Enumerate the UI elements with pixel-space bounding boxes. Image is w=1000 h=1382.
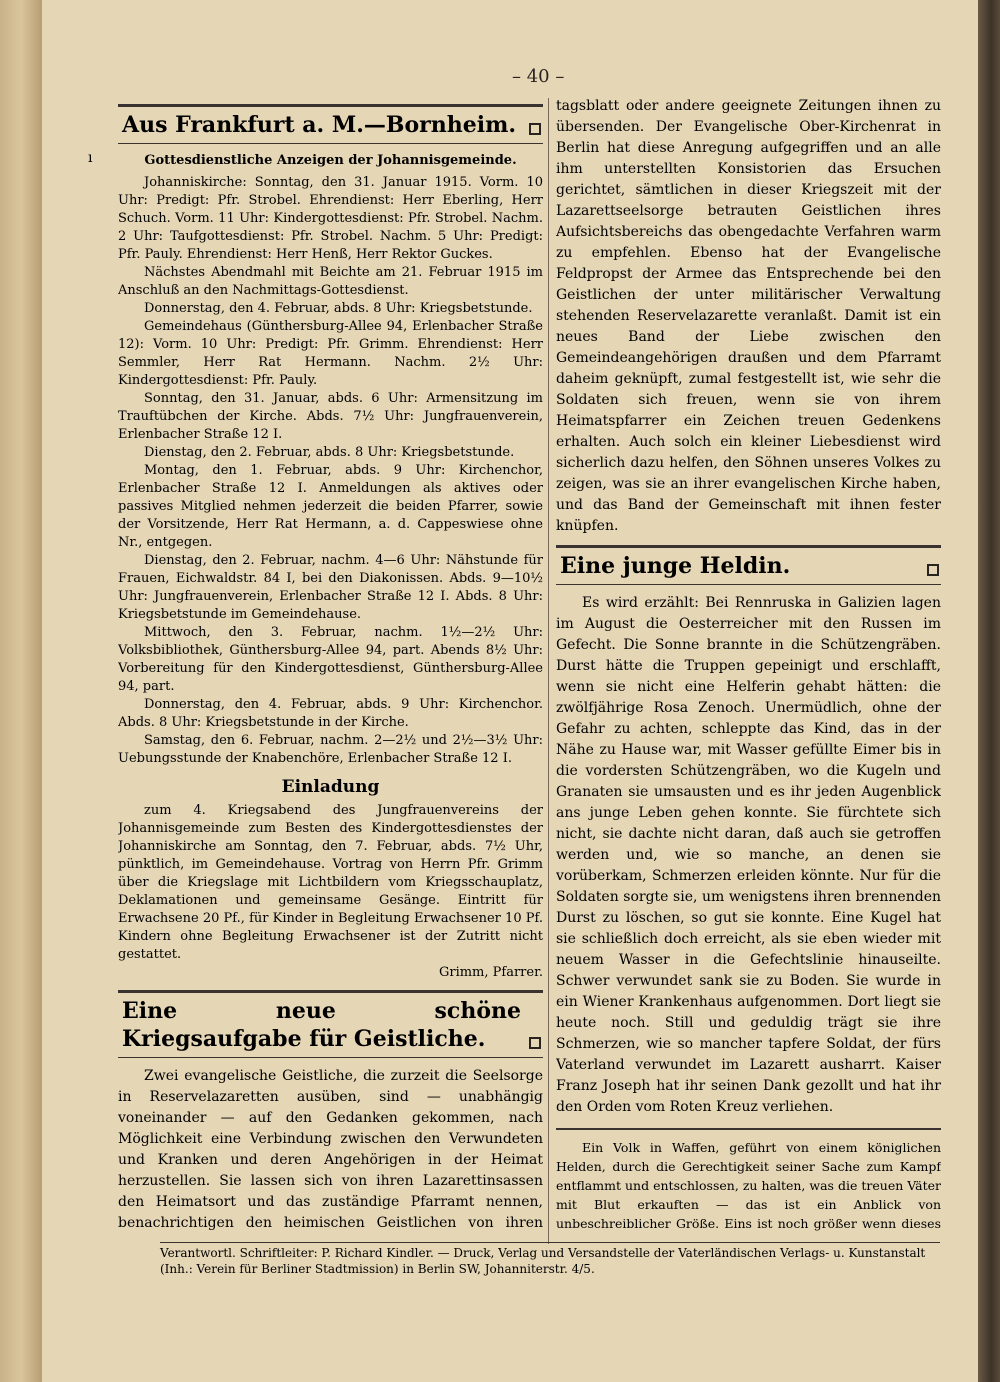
notice-paragraph: Mittwoch, den 3. Februar, nachm. 1½—2½ Uhr: Volksbibliothek, Günthersburg-Allee 94, part. Abends 8½ Uhr: Vorbereitung für den Kindergottesdienst, Günthersburg-Allee 94, part. [118, 625, 543, 694]
imprint-footer: Verantwortl. Schriftleiter: P. Richard Kindler. — Druck, Verlag und Versandstelle der Vaterländischen Verlags- u. Kunstanstalt (Inh.: Verein für Berliner Stadtmission) in Berlin SW, Johanniterstr. 4/5. [160, 1242, 940, 1277]
einladung-text: zum 4. Kriegsabend des Jungfrauenvereins der Johannisgemeinde zum Besten des Kindergottesdienstes der Johanniskirche am Sonntag, den 7. Februar, abds. 7½ Uhr, pünktlich, im Gemeindehause. Vortrag von Herrn Pfr. Grimm über die Kriegslage mit Lichtbildern vom Kriegsschauplatz, Deklamationen und gemeinsame Gesänge. Eintritt für Erwachsene 20 Pf., für Kinder in Begleitung Erwachsener 10 Pf. Kindern ohne Begleitung Erwachsener ist der Zutritt nicht gestattet. [118, 803, 543, 962]
left-column [118, 96, 543, 1236]
einladung-heading: Einladung [281, 777, 380, 797]
section-subtitle: Gottesdienstliche Anzeigen der Johannisgemeinde. [144, 153, 517, 168]
end-box-icon [529, 1037, 541, 1049]
quote-text: Ein Volk in Waffen, geführt von einem königlichen Helden, durch die Gerechtigkeit seiner Sache zum Kampf entflammt und entschlossen, zu halten, was die treuen Väter mit Blut erkauften — das ist ein Anblick von unbeschreiblicher Größe. Eins ist noch größer wenn dieses [556, 1140, 941, 1231]
einladung-signature: Grimm, Pfarrer. [438, 965, 543, 980]
end-box-icon [927, 564, 939, 576]
section-title-text: Eine junge Heldin. [560, 553, 791, 579]
notice-paragraph: Donnerstag, den 4. Februar, abds. 8 Uhr: Kriegsbetstunde. [144, 301, 533, 316]
article-text: Es wird erzählt: Bei Rennruska in Galizien lagen im August die Oesterreicher mit den Russen im Gefecht. Die Sonne brannte in die Schützengräben. Durst hätte die Truppen gepeinigt und erschlafft, wenn sie nicht eine Helferin gehabt hätten: die zwölfjährige Rosa Zenoch. Unermüdlich, ohne der Gefahr zu achten, schleppte das Kind, das in der Nähe zu Hause war, mit Wasser gefüllte Eimer bis in die vordersten Schützengräben, wo die Kugeln und Granaten sie umsausten und es ihr jeden Augenblick ans junge Leben gehen konnte. Sie fürchtete sich nicht, sie dachte nicht daran, daß auch sie getroffen werden und, wie so manche, an denen sie vorüberkam, Schmerzen erleiden könnte. Nur für die Soldaten sorgte sie, um wenigstens ihren brennenden Durst zu löschen, so gut sie konnte. Eine Kugel hat sie schließlich doch erreicht, als sie eben wieder mit neuem Wasser in die Gefechtslinie hinauseilte. Schwer verwundet sank sie zu Boden. Sie wurde in ein Wiener Krankenhaus aufgenommen. Dort liegt sie heute noch. Still und geduldig trägt sie ihre Schmerzen, wie so mancher tapfere Soldat, der fürs Vaterland verwundet im Lazarett ausharrt. Kaiser Franz Joseph hat ihr seinen Dank gezollt und hat ihr den Orden vom Roten Kreuz verliehen. [556, 595, 941, 1115]
quote-block [556, 1128, 941, 1236]
column-divider [548, 98, 549, 1244]
page-number: – 40 – [512, 66, 565, 87]
section-title-text: Aus Frankfurt a. M.—Bornheim. [122, 112, 517, 138]
notice-paragraph: Dienstag, den 2. Februar, nachm. 4—6 Uhr: Nähstunde für Frauen, Eichwaldstr. 84 I, bei den Diakonissen. Abds. 9—10½ Uhr: Jungfrauenverein, Erlenbacher Straße 12 I. Abds. 8 Uhr: Kriegsbetstunde im Gemeindehause. [118, 553, 543, 622]
section-title-kriegsaufgabe [118, 990, 543, 1058]
section-title-text: Eine neue schöne Kriegsaufgabe für Geistliche. [122, 998, 521, 1052]
notice-paragraph: Johanniskirche: Sonntag, den 31. Januar 1915. Vorm. 10 Uhr: Predigt: Pfr. Strobel. Ehrendienst: Herr Eberling, Herr Schuch. Vorm. 11 Uhr: Kindergottesdienst: Pfr. Strobel. Nachm. 2 Uhr: Taufgottesdienst: Pfr. Strobel. Nachm. 5 Uhr: Predigt: Pfr. Pauly. Ehrendienst: Herr Henß, Herr Rektor Guckes. [118, 175, 543, 262]
end-box-icon [529, 123, 541, 135]
notice-paragraph: Gemeindehaus (Günthersburg-Allee 94, Erlenbacher Straße 12): Vorm. 10 Uhr: Predigt: Pfr. Grimm. Ehrendienst: Herr Semmler, Herr Rat Hermann. Nachm. 2½ Uhr: Kindergottesdienst: Pfr. Pauly. [118, 319, 543, 388]
book-edge-right [978, 0, 1000, 1382]
notice-paragraph: Montag, den 1. Februar, abds. 9 Uhr: Kirchenchor, Erlenbacher Straße 12 I. Anmeldungen als aktives oder passives Mitglied nehmen jederzeit die beiden Pfarrer, sowie der Vorsitzende, Herr Rat Hermann, a. d. Cappeswiese ohne Nr., entgegen. [118, 463, 543, 550]
notice-paragraph: Dienstag, den 2. Februar, abds. 8 Uhr: Kriegsbetstunde. [144, 445, 515, 460]
right-column [556, 96, 941, 1236]
margin-mark: ı [88, 150, 93, 166]
notice-paragraph: Samstag, den 6. Februar, nachm. 2—2½ und 2½—3½ Uhr: Uebungsstunde der Knabenchöre, Erlenbacher Straße 12 I. [118, 733, 543, 766]
notice-paragraph: Nächstes Abendmahl mit Beichte am 21. Februar 1915 im Anschluß an den Nachmittags-Gottesdienst. [118, 265, 543, 298]
article-continuation: tagsblatt oder andere geeignete Zeitungen ihnen zu übersenden. Der Evangelische Ober-Kirchenrat in Berlin hat diese Anregung aufgegriffen und an alle ihm unterstellten Konsistorien das Ersuchen gerichtet, sämtlichen in dieser Kriegszeit mit der Lazarettseelsorge betrauten Geistlichen ihres Aufsichtsbereichs das obengedachte Verfahren warm zu empfehlen. Ebenso hat der Evangelische Feldpropst der Armee das Entsprechende bei den Geistlichen der unter militärischer Verwaltung stehenden Reservelazarette veranlaßt. Damit ist ein neues Band der Liebe zwischen den Gemeindeangehörigen draußen und dem Pfarramt daheim geknüpft, zumal festgestellt ist, wie sehr die Soldaten sich freuen, wenn sie von ihrem Heimatspfarrer ein Zeichen treuen Gedenkens erhalten. Auch solch ein kleiner Liebesdienst wird sicherlich dazu helfen, den Söhnen unseres Volkes zu zeigen, was sie an ihrer evangelischen Kirche haben, und das Band der Gemeinschaft mit ihnen fester knüpfen. [556, 98, 941, 534]
notice-paragraph: Sonntag, den 31. Januar, abds. 6 Uhr: Armensitzung im Trauftübchen der Kirche. Abds. 7½ Uhr: Jungfrauenverein, Erlenbacher Straße 12 I. [118, 391, 543, 442]
article-text: Zwei evangelische Geistliche, die zurzeit die Seelsorge in Reservelazaretten ausüben, sind — unabhängig voneinander — auf den Gedanken gekommen, nach Möglichkeit eine Verbindung zwischen den Verwundeten und Kranken und deren Angehörigen in der Heimat herzustellen. Sie lassen sich von ihren Lazarettinsassen den Heimatsort und das zuständige Pfarramt nennen, benachrichtigen den heimischen Geistlichen von ihren [118, 1068, 543, 1231]
notice-paragraph: Donnerstag, den 4. Februar, abds. 9 Uhr: Kirchenchor. Abds. 8 Uhr: Kriegsbetstunde in der Kirche. [118, 697, 543, 730]
book-spine-left [0, 0, 42, 1382]
section-title-frankfurt [118, 104, 543, 144]
section-title-heldin [556, 545, 941, 585]
